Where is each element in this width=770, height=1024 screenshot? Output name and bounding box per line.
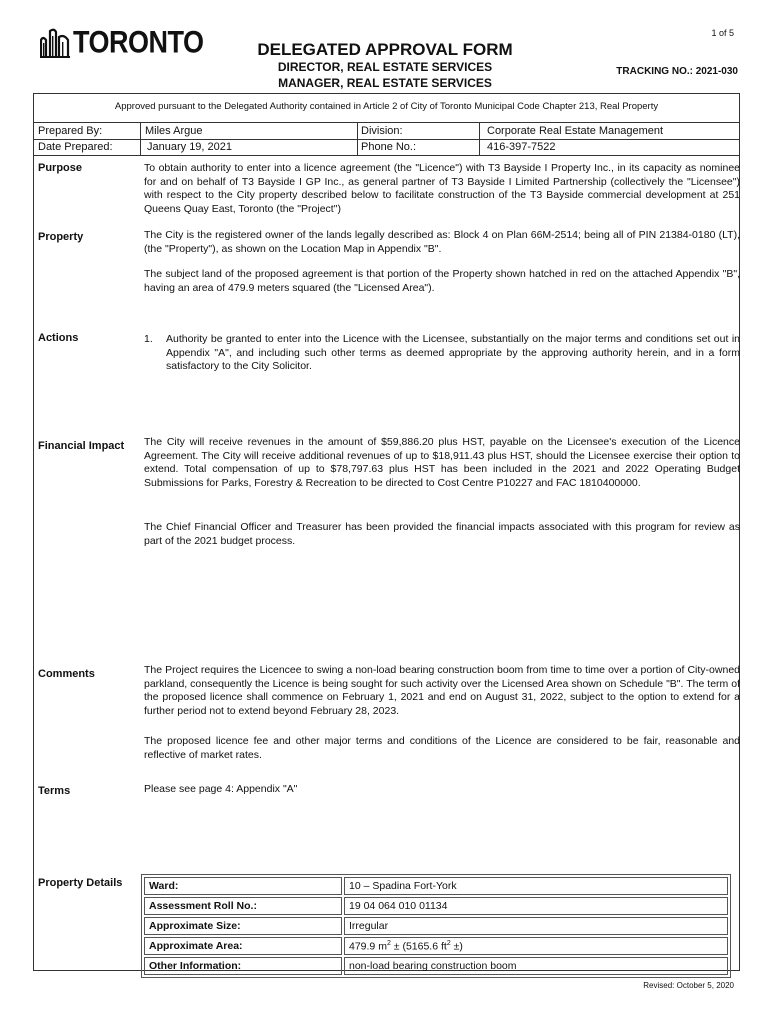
revision-date: Revised: October 5, 2020 — [643, 981, 734, 990]
property-label: Property — [38, 231, 84, 243]
property-details-label: Property Details — [38, 877, 123, 889]
form-subtitle-manager: MANAGER, REAL ESTATE SERVICES — [278, 76, 492, 90]
other-info-value: non-load bearing construction boom — [344, 957, 728, 975]
budget-review-text: The Chief Financial Officer and Treasurer has been provided the financial impacts associated with this program for review as part of the 2021 budget process. — [144, 521, 740, 547]
approximate-size-value: Irregular — [344, 917, 728, 935]
approximate-area-key: Approximate Area: — [144, 937, 342, 955]
action-text: Authority be granted to enter into the Licence with the Licensee, substantially on the major terms and conditions set out in Appendix "A", and including such other terms as deemed appropriate by the approving authority herein, and in a form satisfactory to the City Solicitor. — [166, 333, 740, 372]
tracking-number: TRACKING NO.: 2021-030 — [616, 66, 738, 77]
purpose-text: To obtain authority to enter into a licence agreement (the "Licence") with T3 Bayside I Property Inc., in its capacity as nominee for and on behalf of T3 Bayside I GP Inc., as general partner of T3 Bayside I Limited Partnership (collectively the "Licensee") with respect to the City property described below to facilitate construction of the T3 Bayside commercial development at 251 Queens Quay East, Toronto (the "Project") — [144, 162, 740, 215]
table-row — [144, 937, 728, 955]
form-subtitle-director: DIRECTOR, REAL ESTATE SERVICES — [277, 60, 493, 74]
divider — [479, 122, 480, 155]
terms-text: Please see page 4: Appendix "A" — [144, 783, 298, 795]
form-title: DELEGATED APPROVAL FORM — [257, 40, 513, 59]
area-metric: 479.9 m — [349, 940, 387, 953]
divider — [140, 122, 141, 155]
comments-label: Comments — [38, 668, 95, 680]
table-row — [144, 897, 728, 915]
page-number: 1 of 5 — [711, 28, 734, 38]
property-text: The City is the registered owner of the lands legally described as: Block 4 on Plan 66M-2514; being all of PIN 21384-0180 (LT), (the "Property"), as shown on the Location Map in Appendix "B". — [144, 229, 740, 255]
action-number: 1. — [144, 333, 153, 345]
purpose-label: Purpose — [38, 162, 83, 174]
assessment-roll-value: 19 04 064 010 01134 — [344, 897, 728, 915]
brand-name: TORONTO — [73, 24, 204, 60]
property-details-table — [141, 874, 731, 978]
financial-impact-text: The City will receive revenues in the amount of $59,886.20 plus HST, payable on the Licensee's execution of the Licence Agreement. The City will receive additional revenues of up to $18,911.43 plus HST, should the Licensee exercise their option to extend. Total compensation of up to $78,797.63 plus HST has been included in the 2021 and 2022 Operating Budget Submissions for Parks, Forestry & Recreation to be directed to Cost Centre P10227 and FAC 1810400000. — [144, 436, 740, 489]
assessment-roll-key: Assessment Roll No.: — [144, 897, 342, 915]
toronto-city-hall-icon — [40, 28, 70, 58]
division-label: Division: — [361, 125, 403, 137]
area-exponent: 2 — [446, 939, 451, 947]
action-item — [144, 333, 740, 374]
actions-label: Actions — [38, 332, 79, 344]
market-rate-text: The proposed licence fee and other major terms and conditions of the Licence are considered to be fair, reasonable and reflective of market rates. — [144, 735, 740, 761]
divider — [33, 155, 740, 156]
terms-label: Terms — [38, 785, 71, 797]
ward-key: Ward: — [144, 877, 342, 895]
table-row — [144, 957, 728, 975]
property-subject-text: The subject land of the proposed agreement is that portion of the Property shown hatched in red on the attached Appendix "B", having an area of 479.9 meters squared (the "Licensed Area"). — [144, 268, 740, 294]
area-imperial: ± (5165.6 ft — [390, 940, 447, 953]
area-exponent: 2 — [386, 939, 391, 947]
approximate-size-key: Approximate Size: — [144, 917, 342, 935]
area-close: ±) — [450, 940, 463, 953]
divider — [357, 122, 358, 155]
date-prepared-value: January 19, 2021 — [147, 141, 233, 153]
approximate-area-value — [344, 937, 728, 955]
date-prepared-label: Date Prepared: — [38, 141, 113, 153]
table-row — [144, 877, 728, 895]
prepared-by-label: Prepared By: — [38, 125, 103, 137]
division-value: Corporate Real Estate Management — [487, 125, 664, 137]
phone-label: Phone No.: — [361, 141, 417, 153]
financial-impact-label: Financial Impact — [38, 440, 125, 452]
table-row — [144, 917, 728, 935]
phone-value: 416-397-7522 — [487, 141, 556, 153]
ward-value: 10 – Spadina Fort-York — [344, 877, 728, 895]
approval-statement: Approved pursuant to the Delegated Authority contained in Article 2 of City of Toronto Municipal Code Chapter 213, Real Property — [114, 101, 659, 112]
toronto-logo — [40, 24, 204, 60]
comments-text: The Project requires the Licencee to swing a non-load bearing construction boom from time to time over a portion of City-owned parkland, consequently the Licence is being sought for such activity over the Licensed Area shown on Schedule "B". The term of the proposed licence shall commence on February 1, 2021 and end on August 31, 2022, subject to the option to extend for a further period not to extend beyond February 28, 2023. — [144, 664, 740, 717]
other-info-key: Other Information: — [144, 957, 342, 975]
prepared-by-value: Miles Argue — [145, 125, 203, 137]
